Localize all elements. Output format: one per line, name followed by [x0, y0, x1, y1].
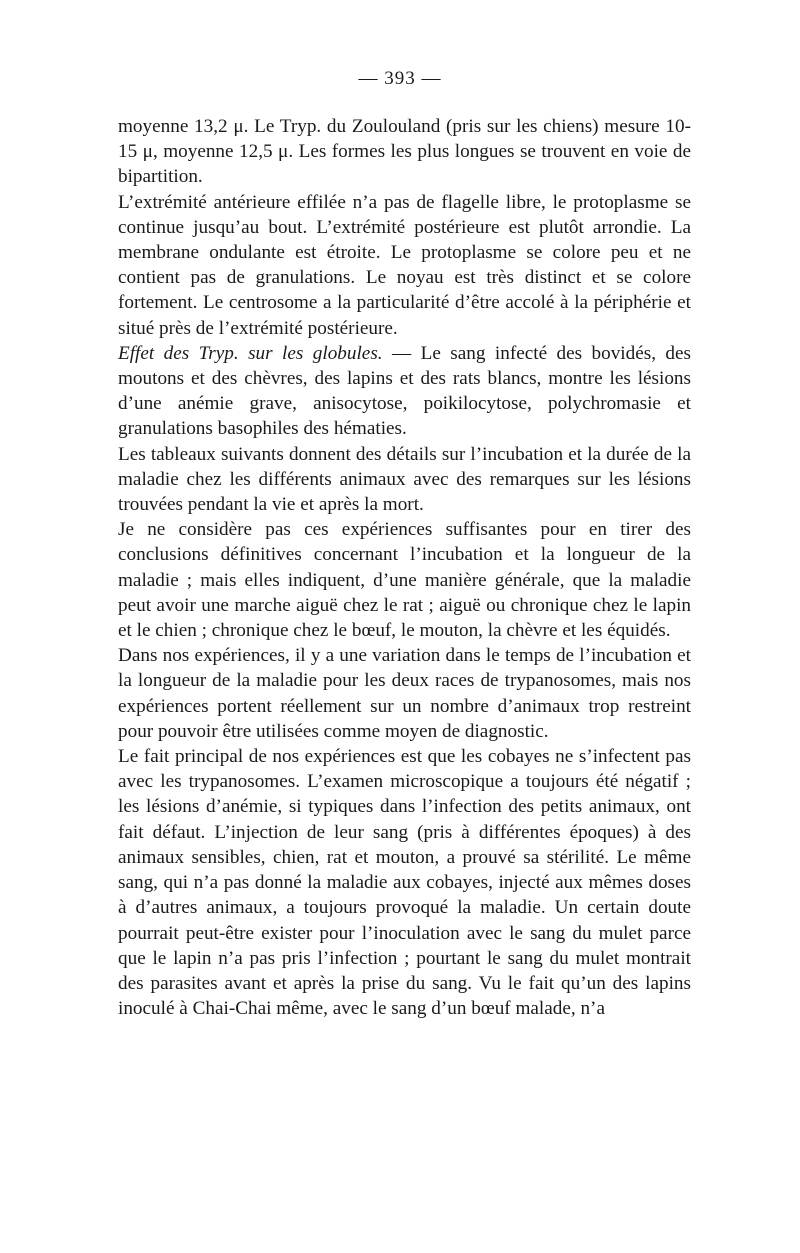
page-number: — 393 — — [358, 68, 442, 89]
paragraph-1: moyenne 13,2 μ. Le Tryp. du Zoulouland (pris sur les chiens) mesure 10-15 μ, moyenne 12,5 μ. Les formes les plus longues se trouvent en voie de bipartition. — [118, 116, 691, 188]
paragraph-3 — [118, 341, 691, 442]
paragraph-3-text: — Le sang infecté des bovidés, des moutons et des chèvres, des lapins et des rats blancs, montre les lésions d’une anémie grave, anisocytose, poikilocytose, polychromasie et granulations basophiles des hématies. — [118, 342, 692, 440]
body-text — [118, 114, 691, 1021]
paragraph-6: Dans nos expériences, il y a une variation dans le temps de l’incubation et la longueur de la maladie pour les deux races de trypanosomes, mais nos expériences portent réellement sur un nombre d’animaux trop restreint pour pouvoir être utilisées comme moyen de diagnostic. — [118, 645, 691, 742]
section-heading: Effet des Tryp. sur les globules. — [118, 342, 383, 364]
paragraph-5: Je ne considère pas ces expériences suffisantes pour en tirer des conclusions définitives concernant l’incubation et la longueur de la maladie ; mais elles indiquent, d’une manière générale, que la maladie peut avoir une marche aiguë chez le rat ; aiguë ou chronique chez le lapin et le chien ; chronique chez le bœuf, le mouton, la chèvre et les équidés. — [118, 519, 691, 642]
paragraph-7: Le fait principal de nos expériences est que les cobayes ne s’infectent pas avec les trypanosomes. L’examen microscopique a toujours été négatif ; les lésions d’anémie, si typiques dans l’infection des petits animaux, ont fait défaut. L’injection de leur sang (pris à différentes époques) à des animaux sensibles, chien, rat et mouton, a prouvé sa stérilité. Le même sang, qui n’a pas donné la maladie aux cobayes, injecté aux mêmes doses à d’autres animaux, a toujours provoqué la maladie. Un certain doute pourrait peut-être exister pour l’inoculation avec le sang du mulet parce que le lapin n’a pas pris l’infection ; pourtant le sang du mulet montrait des parasites avant et après la prise du sang. Vu le fait qu’un des lapins inoculé à Chai-Chai même, avec le sang d’un bœuf malade, n’a — [118, 746, 691, 1020]
paragraph-2: L’extrémité antérieure effilée n’a pas de flagelle libre, le protoplasme se continue jusqu’au bout. L’extrémité postérieure est plutôt arrondie. La membrane ondulante est étroite. Le protoplasme se colore peu et ne contient pas de granulations. Le noyau est très distinct et se colore fortement. Le centrosome a la particularité d’être accolé à la périphérie et situé près de l’extrémité postérieure. — [118, 191, 691, 339]
paragraph-4: Les tableaux suivants donnent des détails sur l’incubation et la durée de la maladie chez les différents animaux avec des remarques sur les lésions trouvées pendant la vie et après la mort. — [118, 443, 691, 516]
